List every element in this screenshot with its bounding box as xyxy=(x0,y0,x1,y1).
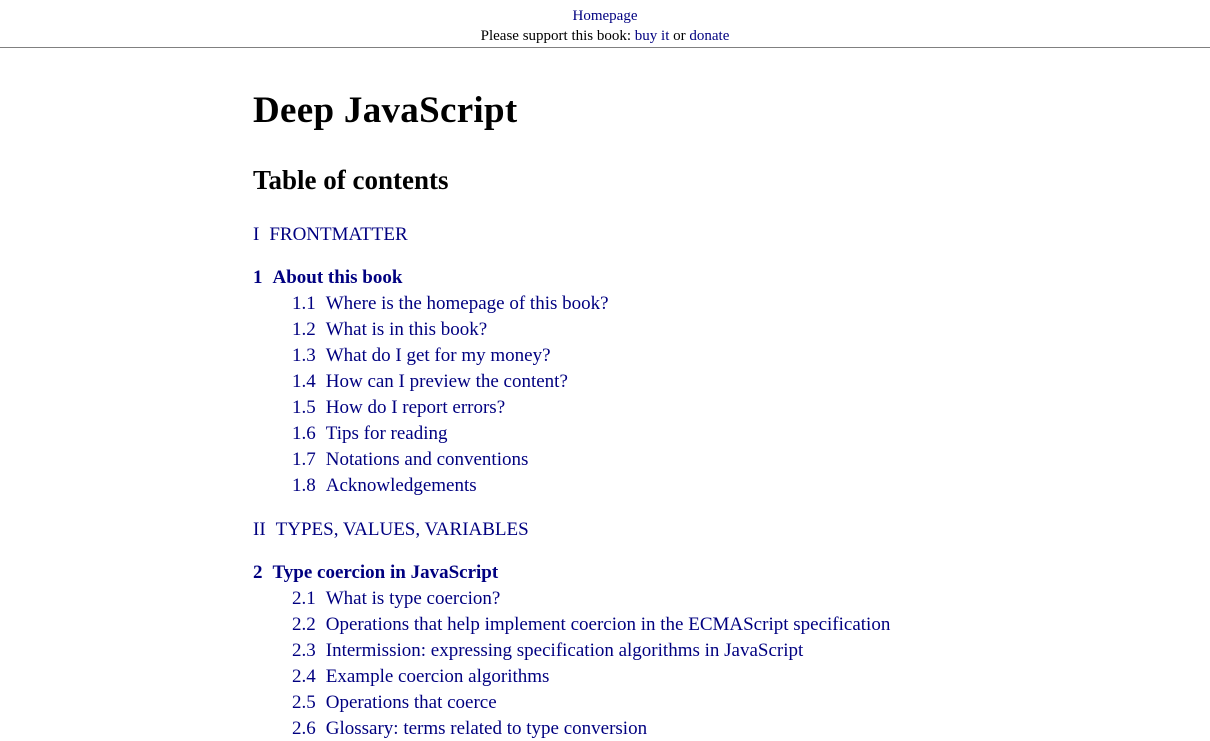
toc-section-1-1[interactable] xyxy=(292,292,609,316)
toc-section-2-2[interactable] xyxy=(292,613,890,637)
toc-chapter-number: 2 xyxy=(253,562,263,583)
toc-section-label: Operations that coerce xyxy=(325,692,497,713)
toc-section-label: Notations and conventions xyxy=(325,449,529,470)
toc-section-number: 1.2 xyxy=(292,319,316,340)
toc-section-label: How can I preview the content? xyxy=(325,371,568,392)
toc-section-label: Intermission: expressing specification algorithms in JavaScript xyxy=(325,640,804,661)
toc-chapter-label: Type coercion in JavaScript xyxy=(272,562,499,583)
toc-chapter-2[interactable] xyxy=(253,561,498,585)
toc-section-label: Tips for reading xyxy=(325,423,448,444)
toc-section-2-4[interactable] xyxy=(292,665,549,689)
toc-section-number: 1.8 xyxy=(292,475,316,496)
toc-heading: Table of contents xyxy=(253,165,449,195)
homepage-line xyxy=(0,6,1210,26)
toc-part-number: II xyxy=(253,519,266,540)
toc-section-number: 1.4 xyxy=(292,371,316,392)
toc-section-2-5[interactable] xyxy=(292,691,497,715)
toc-section-number: 2.6 xyxy=(292,718,316,739)
toc-part-i[interactable] xyxy=(253,223,408,247)
toc-section-1-5[interactable] xyxy=(292,396,505,420)
homepage-link[interactable]: Homepage xyxy=(572,8,638,24)
toc-section-2-6[interactable] xyxy=(292,717,647,741)
toc-section-1-2[interactable] xyxy=(292,318,487,342)
toc-part-label: FRONTMATTER xyxy=(269,224,408,245)
support-prefix-text: Please support this book: xyxy=(480,28,635,44)
top-navigation-bar xyxy=(0,0,1210,48)
toc-section-2-3[interactable] xyxy=(292,639,803,663)
buy-it-link[interactable]: buy it xyxy=(634,28,670,44)
toc-part-ii[interactable] xyxy=(253,518,529,542)
toc-section-1-3[interactable] xyxy=(292,344,551,368)
toc-section-number: 1.1 xyxy=(292,293,316,314)
toc-section-label: Acknowledgements xyxy=(325,475,477,496)
toc-section-number: 2.4 xyxy=(292,666,316,687)
toc-section-label: Example coercion algorithms xyxy=(325,666,550,687)
toc-section-label: Where is the homepage of this book? xyxy=(325,293,609,314)
toc-section-label: What is in this book? xyxy=(325,319,488,340)
toc-section-number: 1.6 xyxy=(292,423,316,444)
toc-part-label: TYPES, VALUES, VARIABLES xyxy=(275,519,529,540)
toc-section-label: Glossary: terms related to type conversion xyxy=(325,718,648,739)
toc-section-1-4[interactable] xyxy=(292,370,568,394)
toc-section-label: What is type coercion? xyxy=(325,588,501,609)
toc-chapter-number: 1 xyxy=(253,267,263,288)
toc-section-2-1[interactable] xyxy=(292,587,500,611)
or-text: or xyxy=(669,28,690,44)
toc-section-number: 2.1 xyxy=(292,588,316,609)
toc-section-label: What do I get for my money? xyxy=(325,345,551,366)
toc-section-number: 2.5 xyxy=(292,692,316,713)
toc-section-label: Operations that help implement coercion in the ECMAScript specification xyxy=(325,614,891,635)
toc-section-1-7[interactable] xyxy=(292,448,528,472)
toc-chapter-1[interactable] xyxy=(253,266,402,290)
toc-section-label: How do I report errors? xyxy=(325,397,506,418)
toc-chapter-label: About this book xyxy=(272,267,403,288)
toc-section-number: 2.3 xyxy=(292,640,316,661)
toc-section-number: 2.2 xyxy=(292,614,316,635)
toc-section-number: 1.5 xyxy=(292,397,316,418)
toc-section-number: 1.7 xyxy=(292,449,316,470)
toc-section-number: 1.3 xyxy=(292,345,316,366)
support-line xyxy=(0,26,1210,46)
book-title: Deep JavaScript xyxy=(253,90,518,131)
toc-section-1-6[interactable] xyxy=(292,422,448,446)
toc-section-1-8[interactable] xyxy=(292,474,477,498)
toc-part-number: I xyxy=(253,224,260,245)
donate-link[interactable]: donate xyxy=(689,28,730,44)
